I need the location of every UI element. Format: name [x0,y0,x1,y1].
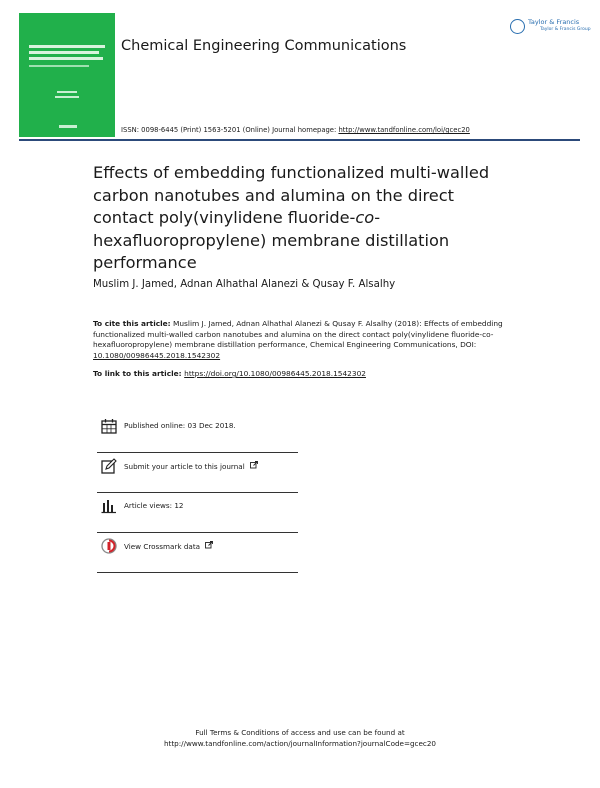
footer [0,727,600,749]
citation-block [93,319,513,361]
row-divider [97,532,298,533]
link-label: To link to this article: [93,369,185,378]
header-divider [19,139,580,141]
journal-homepage-link[interactable]: http://www.tandfonline.com/loi/gcec20 [338,126,470,134]
citation-label: To cite this article: [93,319,171,328]
row-divider [97,492,298,493]
footer-terms-link[interactable]: http://www.tandfonline.com/action/journalInformation?journalCode=gcec20 [163,739,437,748]
title-text-part1: Effects of embedding functionalized multi-walled carbon nanotubes and alumina on the direct contact poly(vinylidene fluoride- [93,163,490,227]
publisher-logo-text: Taylor & Francis [528,18,580,26]
crossmark-icon [101,538,117,554]
external-link-icon [250,461,258,469]
issn-text: ISSN: 0098-6445 (Print) 1563-5201 (Online) Journal homepage: [121,126,339,134]
submit-article-icon [101,458,117,474]
published-online-row [97,418,298,458]
crossmark-row[interactable] [97,538,298,578]
doi-link[interactable]: 10.1080/00986445.2018.1542302 [93,350,221,360]
crossmark-text: View Crossmark data [124,542,201,551]
row-divider [97,452,298,453]
submit-article-link[interactable] [124,461,258,471]
submit-article-text: Submit your article to this journal [124,462,245,471]
link-to-article [93,369,366,378]
title-text-italic: co [355,208,375,227]
calendar-icon [101,418,117,434]
issn-line [121,126,470,134]
bar-chart-icon [101,498,117,514]
publisher-logo-subtext: Taylor & Francis Group [540,27,591,32]
article-views-row [97,498,298,538]
journal-name: Chemical Engineering Communications [121,38,407,54]
published-online-text: Published online: 03 Dec 2018. [124,421,236,430]
publisher-logo-icon [510,19,525,34]
submit-article-row[interactable] [97,458,298,498]
citation-text: Muslim J. Jamed, Adnan Alhathal Alanezi & Qusay F. Alsalhy (2018): Effects of embedding functionalized multi-walled carbon nanotubes and alumina on the direct contact poly(vinylidene fluoride-co-hexafluoropropylene) membrane distillation performance, Chemical Engineering Communications, DOI: [93,319,503,350]
article-authors: Muslim J. Jamed, Adnan Alhathal Alanezi & Qusay F. Alsalhy [93,279,396,290]
crossmark-link[interactable] [124,541,213,551]
footer-terms-text: Full Terms & Conditions of access and use can be found at [195,728,405,737]
article-views-text: Article views: 12 [124,501,184,510]
external-link-icon [205,541,213,549]
journal-cover-image [19,13,115,137]
title-text-part2: -hexafluoropropylene) membrane distillation performance [93,208,450,272]
row-divider [97,572,298,573]
publisher-logo [510,17,591,37]
article-title [93,162,503,275]
article-url-link[interactable]: https://doi.org/10.1080/00986445.2018.1542302 [184,369,366,378]
